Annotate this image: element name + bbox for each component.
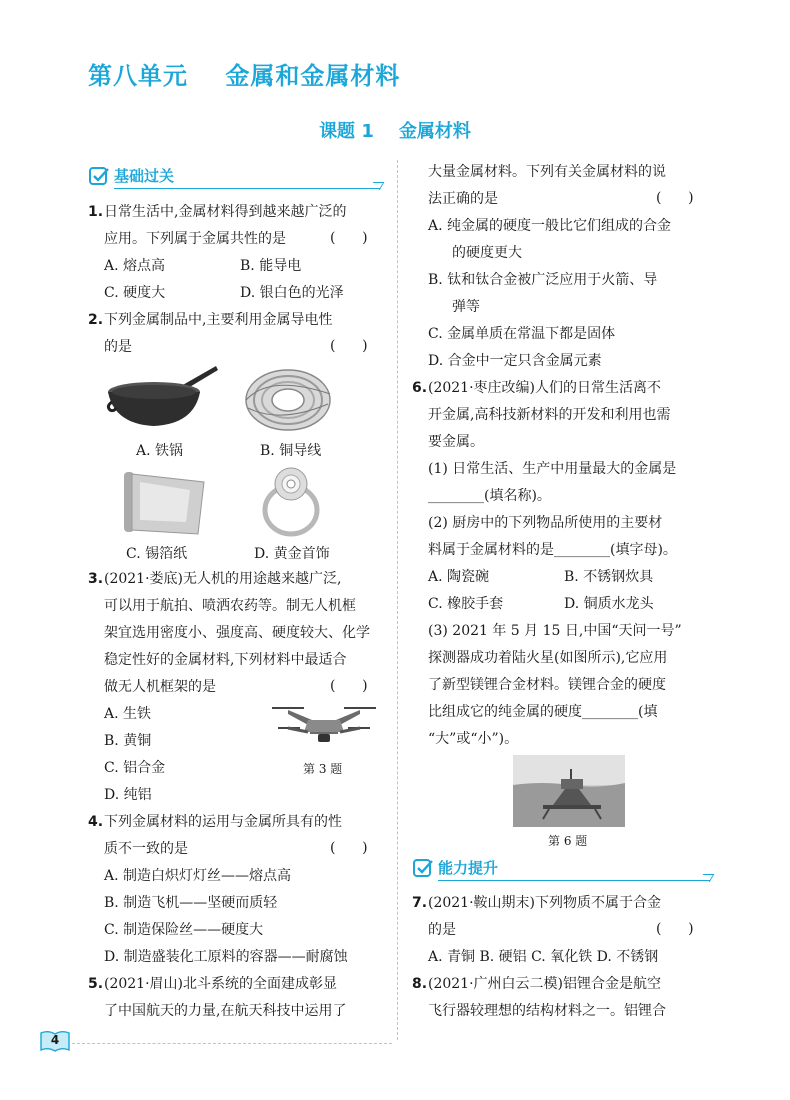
option: D. 制造盛装化工原料的容器——耐腐蚀 — [104, 949, 348, 965]
option: 的硬度更大 — [452, 245, 522, 261]
option: C. 橡胶手套 — [428, 596, 504, 612]
option: D. 纯铝 — [104, 787, 152, 803]
option: A. 陶瓷碗 — [428, 569, 490, 585]
question-number: 6. — [412, 380, 428, 396]
answer-paren: ( ) — [330, 230, 368, 246]
copper-wire-image — [240, 364, 336, 436]
sub-question-2: (2) 厨房中的下列物品所使用的主要材 — [428, 515, 663, 531]
image-caption: C. 锡箔纸 — [126, 546, 188, 562]
option: A. 制造白炽灯灯丝——熔点高 — [104, 868, 292, 884]
question-text: 开金属,高科技新材料的开发和利用也需 — [428, 407, 671, 423]
figure-caption: 第 6 题 — [548, 834, 588, 848]
wok-image — [104, 362, 220, 434]
question-text: (2021·鞍山期末)下列物质不属于合金 — [428, 895, 662, 911]
question-number: 2. — [88, 312, 104, 328]
option: D. 合金中一定只含金属元素 — [428, 353, 602, 369]
question-text: 大量金属材料。下列有关金属材料的说 — [428, 164, 666, 180]
option: A. 熔点高 — [104, 258, 166, 274]
question-text: 应用。下列属于金属共性的是 — [104, 231, 286, 247]
lesson-title: 课题 1 金属材料 — [319, 121, 471, 142]
answer-blank: ________(填名称)。 — [428, 488, 551, 504]
question-text: 稳定性好的金属材料,下列材料中最适合 — [104, 652, 347, 668]
option: 弹等 — [452, 299, 480, 315]
question-text: 架宜选用密度小、强度高、硬度较大、化学 — [104, 625, 370, 641]
question-text: 探测器成功着陆火星(如图所示),它应用 — [428, 650, 668, 666]
checklist-icon — [88, 165, 110, 187]
image-caption: A. 铁锅 — [136, 443, 184, 459]
page-number-badge — [40, 1030, 70, 1052]
question-text: (2021·枣庄改编)人们的日常生活离不 — [428, 380, 662, 396]
image-caption: D. 黄金首饰 — [254, 546, 330, 562]
mars-rover-image — [513, 755, 625, 827]
section-label-advanced: 能力提升 — [438, 859, 499, 877]
figure-caption: 第 3 题 — [303, 762, 343, 776]
question-text: 了中国航天的力量,在航天科技中运用了 — [104, 1003, 347, 1019]
option: D. 银白色的光泽 — [240, 285, 344, 301]
question-number: 5. — [88, 976, 104, 992]
option: A. 青铜 B. 硬铝 C. 氧化铁 D. 不锈钢 — [428, 949, 659, 965]
option: B. 黄铜 — [104, 733, 152, 749]
sub-question-1: (1) 日常生活、生产中用量最大的金属是 — [428, 461, 677, 477]
option: A. 纯金属的硬度一般比它们组成的合金 — [428, 218, 672, 234]
option: B. 制造飞机——坚硬而质轻 — [104, 895, 278, 911]
question-text: 的是 — [104, 339, 132, 355]
question-text: 飞行器较理想的结构材料之一。铝锂合 — [428, 1003, 666, 1019]
section-header-advanced — [412, 855, 710, 883]
option: B. 钛和钛合金被广泛应用于火箭、导 — [428, 272, 658, 288]
question-number: 4. — [88, 814, 104, 830]
question-text: (2021·广州白云二模)铝锂合金是航空 — [428, 976, 662, 992]
question-number: 3. — [88, 571, 104, 587]
question-text: 下列金属材料的运用与金属所具有的性 — [104, 814, 342, 830]
question-number: 8. — [412, 976, 428, 992]
question-text: 日常生活中,金属材料得到越来越广泛的 — [104, 204, 347, 220]
option: D. 铜质水龙头 — [564, 596, 654, 612]
section-label-basic: 基础过关 — [114, 167, 175, 185]
option: B. 能导电 — [240, 258, 302, 274]
image-caption: B. 铜导线 — [260, 443, 322, 459]
question-text: (2021·娄底)无人机的用途越来越广泛, — [104, 571, 342, 587]
option: C. 铝合金 — [104, 760, 166, 776]
answer-paren: ( ) — [330, 678, 368, 694]
option: B. 不锈钢炊具 — [564, 569, 654, 585]
section-header-basic — [88, 163, 380, 191]
tin-foil-image — [120, 468, 210, 536]
answer-paren: ( ) — [330, 338, 368, 354]
footer-line — [72, 1043, 392, 1044]
column-divider — [397, 160, 398, 1040]
option: A. 生铁 — [104, 706, 152, 722]
question-text: 要金属。 — [428, 434, 484, 450]
question-text: 了新型镁锂合金材料。镁锂合金的硬度 — [428, 677, 666, 693]
unit-title: 第八单元 金属和金属材料 — [88, 62, 401, 90]
question-number: 1. — [88, 204, 104, 220]
answer-blank: 料属于金属材料的是________(填字母)。 — [428, 542, 677, 558]
question-number: 7. — [412, 895, 428, 911]
question-text: “大”或“小”)。 — [428, 731, 519, 747]
option: C. 制造保险丝——硬度大 — [104, 922, 264, 938]
option: C. 硬度大 — [104, 285, 166, 301]
drone-image — [268, 702, 380, 752]
question-text: 比组成它的纯金属的硬度________(填 — [428, 704, 658, 720]
question-text: 法正确的是 — [428, 191, 498, 207]
checklist-icon — [412, 857, 434, 879]
question-text: 可以用于航拍、喷洒农药等。制无人机框 — [104, 598, 356, 614]
question-text: 下列金属制品中,主要利用金属导电性 — [104, 312, 333, 328]
answer-paren: ( ) — [330, 840, 368, 856]
page-number: 4 — [50, 1033, 60, 1047]
question-text: 做无人机框架的是 — [104, 679, 216, 695]
option: C. 金属单质在常温下都是固体 — [428, 326, 616, 342]
question-text: 的是 — [428, 922, 456, 938]
gold-ring-image — [258, 462, 324, 538]
question-text: (2021·眉山)北斗系统的全面建成彰显 — [104, 976, 338, 992]
answer-paren: ( ) — [656, 921, 694, 937]
question-text: 质不一致的是 — [104, 841, 188, 857]
sub-question-3: (3) 2021 年 5 月 15 日,中国“天问一号” — [428, 623, 682, 639]
answer-paren: ( ) — [656, 190, 694, 206]
